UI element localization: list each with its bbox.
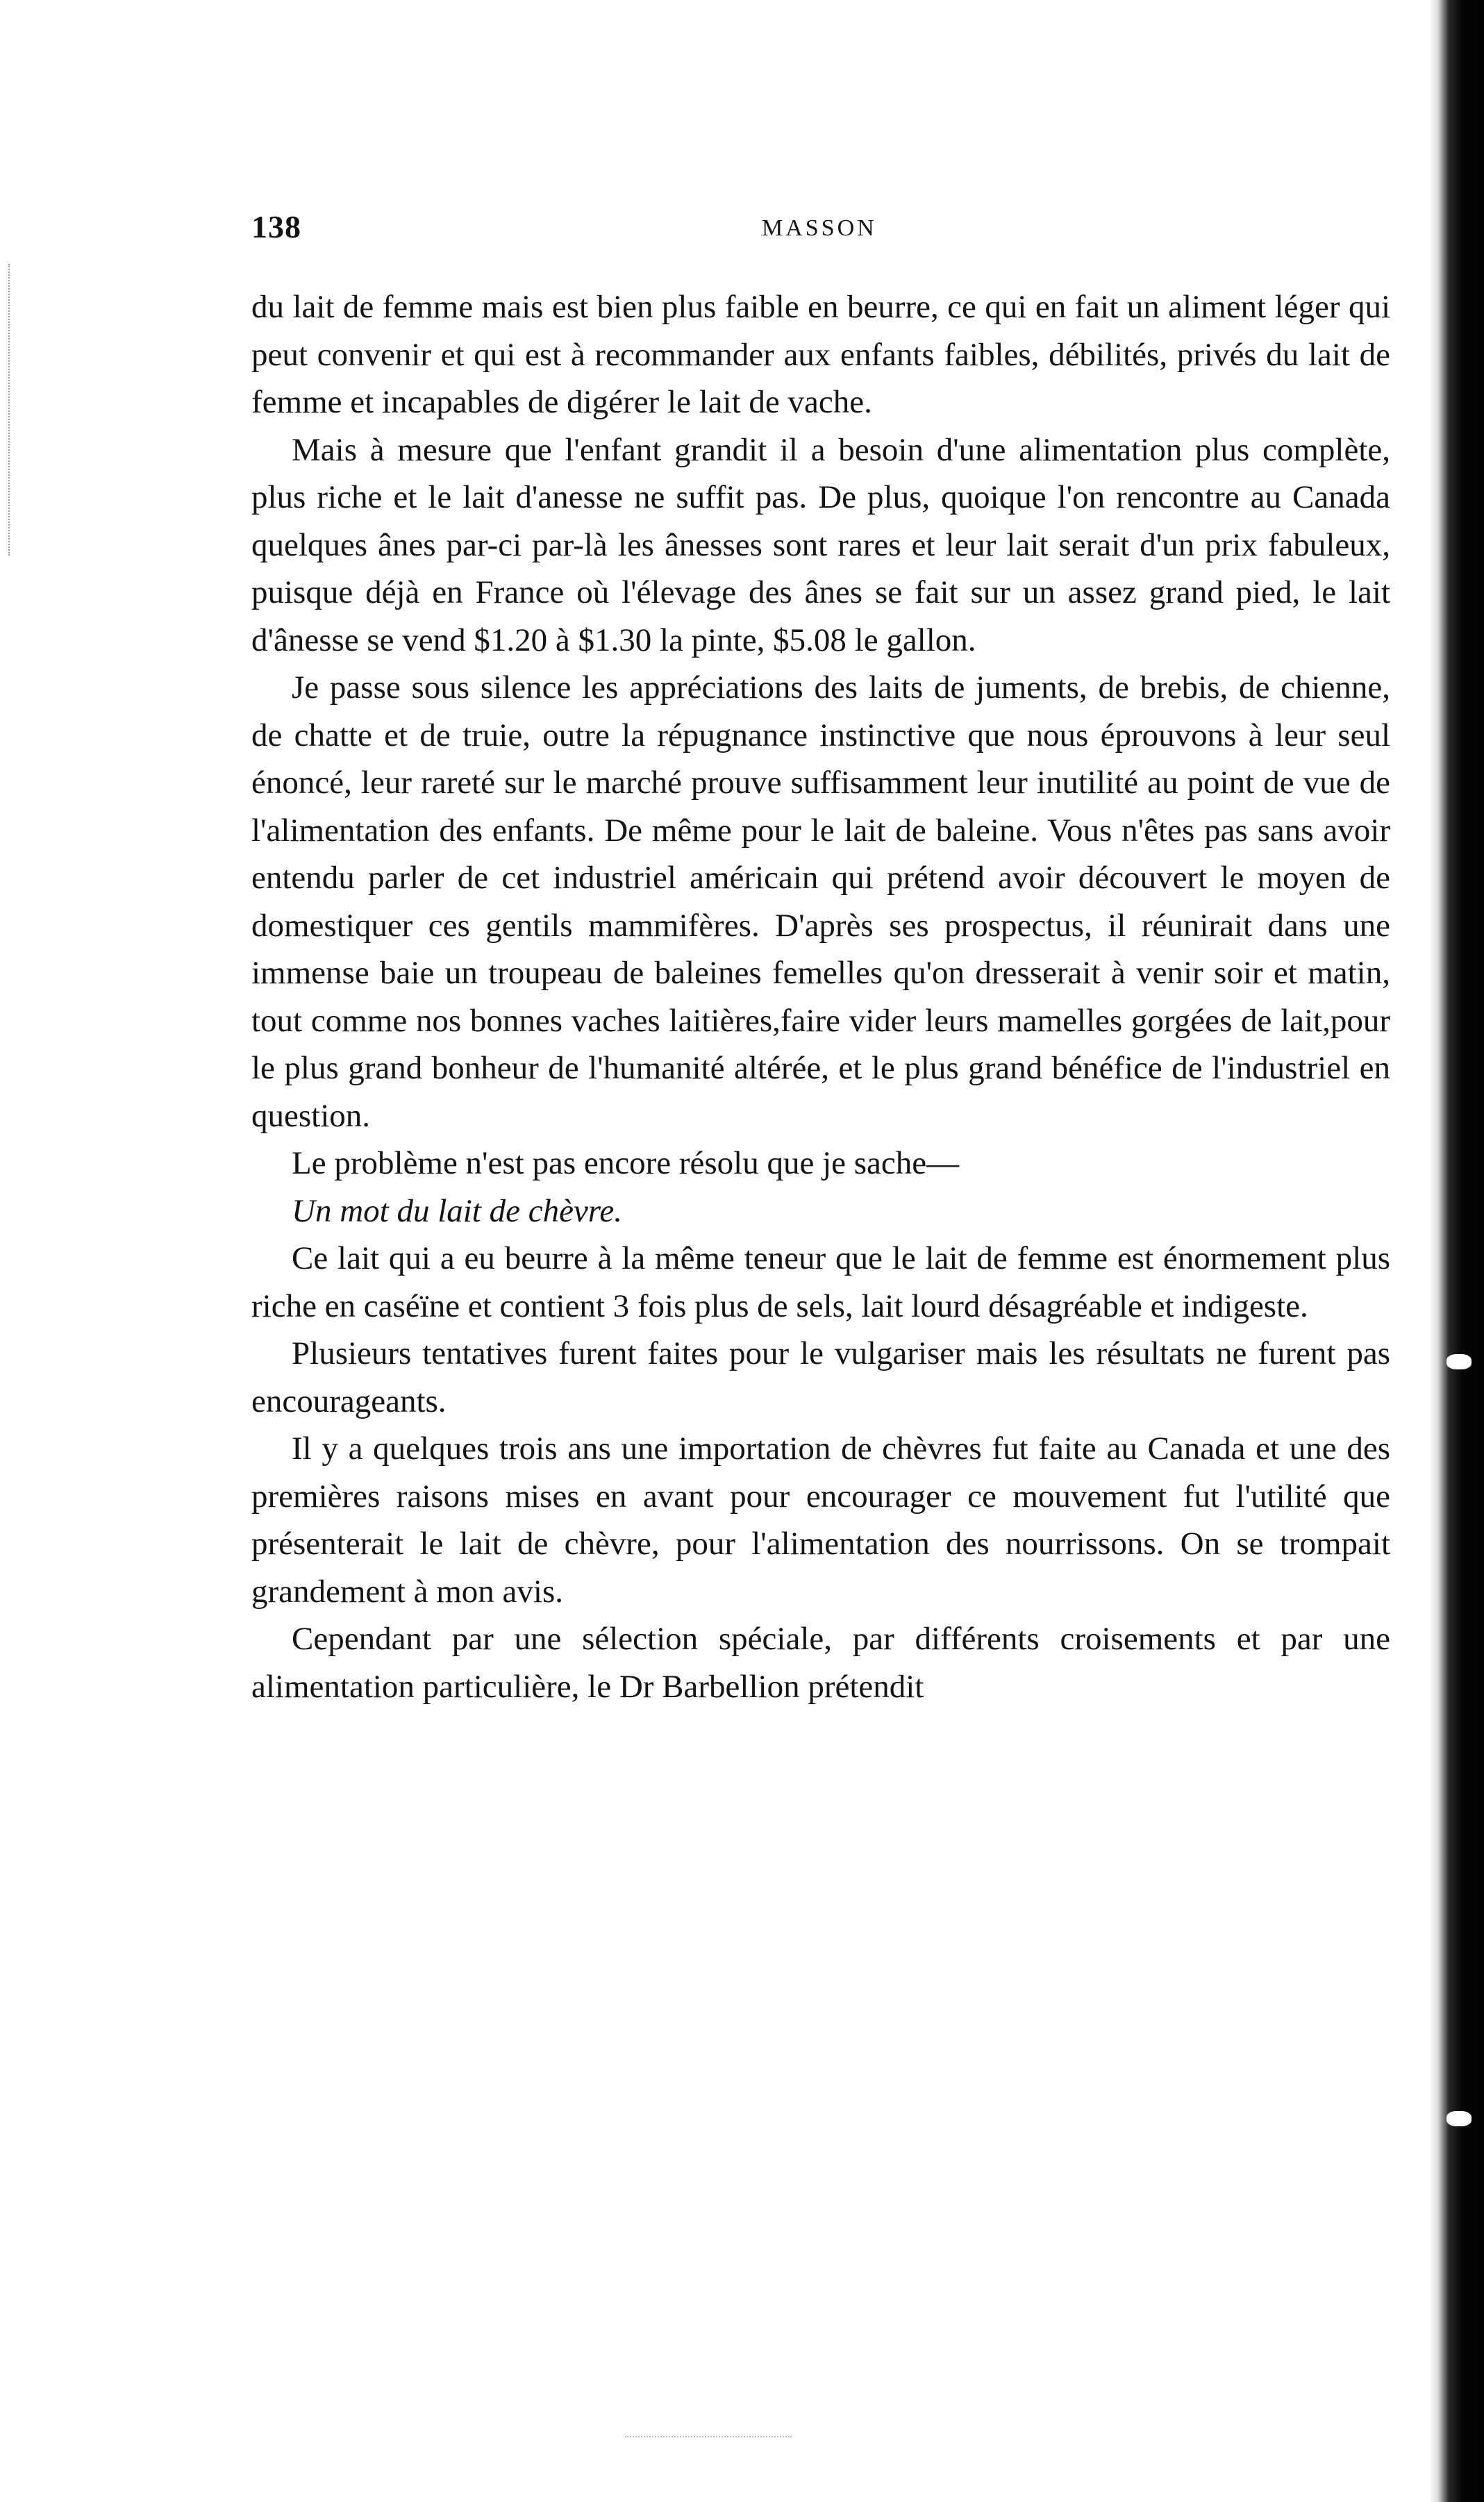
left-margin-marks (8, 264, 14, 556)
paragraph: Je passe sous silence les appréciations des laits de juments, de brebis, de chienne, de chatte et de truie, outre la répugnance instinctive que nous éprouvons à leur seul énoncé, leur rareté sur le marché prouve suffisamment leur inutilité au point de vue de l'alimentation des enfants. De même pour le lait de baleine. Vous n'êtes pas sans avoir entendu parler de cet industriel américain qui prétend avoir découvert le moyen de domestiquer ces gentils mammifères. D'après ses prospectus, il réunirait dans une immense baie un troupeau de baleines femelles qu'on dresserait à venir soir et matin, tout comme nos bonnes vaches laitières,faire vider leurs mamelles gorgées de lait,pour le plus grand bonheur de l'humanité altérée, et le plus grand bénéfice de l'industriel en question. (251, 669, 1390, 1134)
paragraph: Ce lait qui a eu beurre à la même teneur que le lait de femme est énormement plus riche en caséïne et contient 3 fois plus de sels, lait lourd désagréable et indigeste. (251, 1240, 1390, 1324)
running-head (251, 208, 1390, 257)
paragraph: Plusieurs tentatives furent faites pour le vulgariser mais les résultats ne furent pas encourageants. (251, 1335, 1390, 1419)
paragraph: Il y a quelques trois ans une importation de chèvres fut faite au Canada et une des premières raisons mises en avant pour encourager ce mouvement fut l'utilité que présenterait le lait de chèvre, pour l'alimentation des nourrissons. On se trompait grandement à mon avis. (251, 1431, 1390, 1610)
book-binding-edge (1430, 0, 1484, 2502)
running-title: MASSON (762, 215, 877, 241)
paragraph: Mais à mesure que l'enfant grandit il a besoin d'une alimentation plus complète, plus riche et le lait d'anesse ne suffit pas. De plus, quoique l'on rencontre au Canada quelques ânes par-ci par-là les ânesses sont rares et leur lait serait d'un prix fabuleux, puisque déjà en France où l'élevage des ânes se fait sur un assez grand pied, le lait d'ânesse se vend $1.20 à $1.30 la pinte, $5.08 le gallon. (251, 431, 1390, 658)
binding-notch (1447, 1354, 1472, 1369)
bottom-smudge (625, 2430, 792, 2437)
page-number: 138 (251, 209, 301, 244)
paragraph: Le problème n'est pas encore résolu que je sache— (292, 1145, 960, 1181)
paragraph: du lait de femme mais est bien plus faible en beurre, ce qui en fait un aliment léger qui peut convenir et qui est à recommander aux enfants faibles, débilités, privés du lait de femme et incapables de digérer le lait de vache. (251, 289, 1390, 420)
binding-notch (1447, 2111, 1472, 2126)
paragraph: Cependant par une sélection spéciale, par différents croisements et par une alimentation particulière, le Dr Barbellion prétendit (251, 1621, 1390, 1705)
body-text (251, 283, 1390, 1710)
section-heading: Un mot du lait de chèvre. (292, 1192, 622, 1229)
